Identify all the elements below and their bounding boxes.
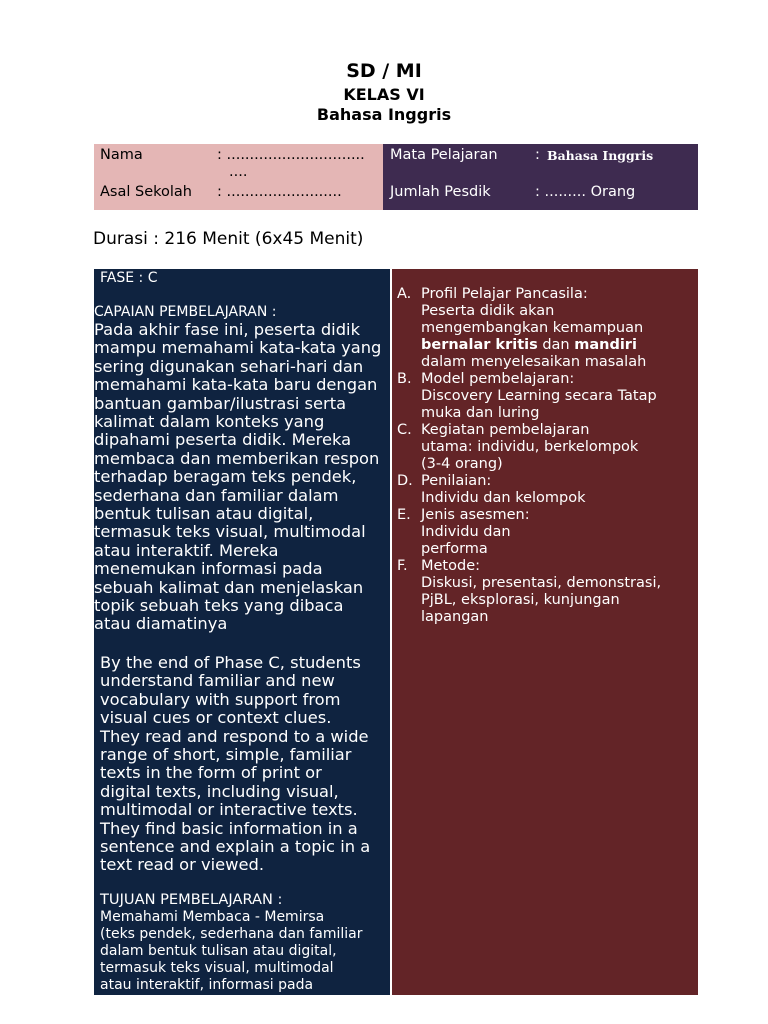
english-line: They read and respond to a wide bbox=[100, 726, 369, 746]
list-letter: B. bbox=[397, 371, 412, 387]
dan-text: dan bbox=[537, 337, 575, 353]
penilaian-title: Penilaian: bbox=[421, 473, 492, 489]
list-item-asesmen bbox=[397, 507, 697, 558]
capaian-line: kalimat dalam konteks yang bbox=[94, 412, 325, 431]
list-item-kegiatan bbox=[397, 422, 697, 473]
metode-line: Diskusi, presentasi, demonstrasi, bbox=[421, 575, 662, 591]
mata-pelajaran-label: Mata Pelajaran bbox=[390, 147, 498, 163]
capaian-line: termasuk teks visual, multimodal bbox=[94, 522, 366, 542]
list-item-model bbox=[397, 371, 697, 422]
mata-pelajaran-value: Bahasa Inggris bbox=[547, 148, 654, 163]
capaian-line: memahami kata-kata baru dengan bbox=[94, 375, 378, 395]
profil-line: dalam menyelesaikan masalah bbox=[421, 354, 647, 370]
doc-title-subject: Bahasa Inggris bbox=[316, 105, 452, 124]
jumlah-pesdik-label: Jumlah Pesdik bbox=[390, 184, 491, 200]
list-letter: C. bbox=[397, 422, 412, 438]
english-line: vocabulary with support from bbox=[100, 689, 341, 709]
english-line: multimodal or interactive texts. bbox=[100, 800, 358, 820]
capaian-panel bbox=[94, 269, 390, 995]
bernalar-kritis-text: bernalar kritis bbox=[421, 337, 538, 353]
english-line: sentence and explain a topic in a bbox=[100, 837, 371, 856]
model-line: muka dan luring bbox=[421, 405, 540, 421]
info-box-right bbox=[383, 144, 698, 210]
capaian-line: membaca dan memberikan respon bbox=[94, 448, 380, 468]
capaian-line: sebuah kalimat dan menjelaskan bbox=[94, 577, 364, 597]
asal-sekolah-value: : ......................... bbox=[217, 184, 342, 200]
nama-value: : .............................. bbox=[217, 147, 365, 163]
tujuan-line: dalam bentuk tulisan atau digital, bbox=[100, 943, 337, 959]
capaian-line: sederhana dan familiar dalam bbox=[94, 485, 339, 505]
profil-line: mengembangkan kemampuan bbox=[421, 320, 644, 336]
kegiatan-line: (3-4 orang) bbox=[421, 456, 503, 472]
capaian-line: terhadap beragam teks pendek, bbox=[94, 467, 357, 487]
profil-line: Peserta didik akan bbox=[421, 303, 555, 319]
penilaian-line: Individu dan kelompok bbox=[421, 490, 586, 506]
english-line: digital texts, including visual, bbox=[100, 781, 339, 801]
metode-title: Metode: bbox=[421, 558, 480, 574]
capaian-line: atau interaktif. Mereka bbox=[94, 540, 279, 560]
profil-title: Profil Pelajar Pancasila: bbox=[421, 286, 588, 302]
metode-panel bbox=[392, 269, 698, 995]
kegiatan-title: Kegiatan pembelajaran bbox=[421, 422, 590, 438]
info-box-left bbox=[94, 144, 383, 210]
english-line: They find basic information in a bbox=[100, 818, 358, 838]
metode-list bbox=[397, 286, 697, 626]
list-letter: E. bbox=[397, 507, 411, 523]
capaian-line: bentuk tulisan atau digital, bbox=[94, 504, 314, 523]
tujuan-title: TUJUAN PEMBELAJARAN : bbox=[100, 891, 283, 908]
list-letter: A. bbox=[397, 286, 412, 302]
capaian-line: dipahami peserta didik. Mereka bbox=[94, 430, 352, 450]
tujuan-line: (teks pendek, sederhana dan familiar bbox=[100, 926, 363, 942]
asal-sekolah-label: Asal Sekolah bbox=[100, 184, 192, 200]
english-line: understand familiar and new bbox=[100, 671, 335, 691]
list-item-penilaian bbox=[397, 473, 697, 507]
mata-pelajaran-colon: : bbox=[535, 147, 540, 163]
metode-line: PjBL, eksplorasi, kunjungan bbox=[421, 592, 620, 608]
model-line: Discovery Learning secara Tatap bbox=[421, 388, 657, 404]
capaian-line: mampu memahami kata-kata yang bbox=[94, 338, 382, 358]
asesmen-title: Jenis asesmen: bbox=[421, 507, 530, 523]
metode-line: lapangan bbox=[421, 609, 489, 625]
capaian-line: menemukan informasi pada bbox=[94, 559, 323, 579]
tujuan-line: termasuk teks visual, multimodal bbox=[100, 960, 334, 976]
tujuan-line: atau interaktif, informasi pada bbox=[100, 977, 314, 993]
english-line: By the end of Phase C, students bbox=[100, 653, 361, 672]
tujuan-line: Memahami Membaca - Memirsa bbox=[100, 909, 325, 925]
jumlah-pesdik-value: : ......... Orang bbox=[535, 184, 636, 200]
capaian-line: topik sebuah teks yang dibaca bbox=[94, 596, 344, 615]
list-item-profil bbox=[397, 286, 697, 371]
capaian-line: sering digunakan sehari-hari dan bbox=[94, 356, 364, 376]
doc-title-level: SD / MI bbox=[346, 60, 422, 82]
list-letter: F. bbox=[397, 558, 408, 574]
capaian-line: bantuan gambar/ilustrasi serta bbox=[94, 393, 347, 413]
capaian-line: atau diamatinya bbox=[94, 614, 228, 634]
english-line: range of short, simple, familiar bbox=[100, 745, 352, 764]
model-title: Model pembelajaran: bbox=[421, 371, 575, 387]
nama-label: Nama bbox=[100, 147, 143, 163]
nama-value-cont: .... bbox=[229, 164, 248, 180]
fase-label: FASE : C bbox=[100, 270, 158, 286]
english-line: texts in the form of print or bbox=[100, 763, 322, 783]
asesmen-line: Individu dan bbox=[421, 524, 511, 540]
capaian-line: Pada akhir fase ini, peserta didik bbox=[94, 320, 360, 339]
kegiatan-line: utama: individu, berkelompok bbox=[421, 439, 639, 455]
english-line: visual cues or context clues. bbox=[100, 708, 332, 728]
profil-line-bold bbox=[421, 337, 697, 354]
list-letter: D. bbox=[397, 473, 413, 489]
mandiri-text: mandiri bbox=[574, 337, 637, 353]
doc-title-class: KELAS VI bbox=[343, 85, 425, 104]
asesmen-line: performa bbox=[421, 541, 488, 557]
english-line: text read or viewed. bbox=[100, 855, 264, 875]
capaian-title: CAPAIAN PEMBELAJARAN : bbox=[94, 304, 277, 320]
durasi-text: Durasi : 216 Menit (6x45 Menit) bbox=[93, 229, 364, 249]
list-item-metode bbox=[397, 558, 697, 626]
